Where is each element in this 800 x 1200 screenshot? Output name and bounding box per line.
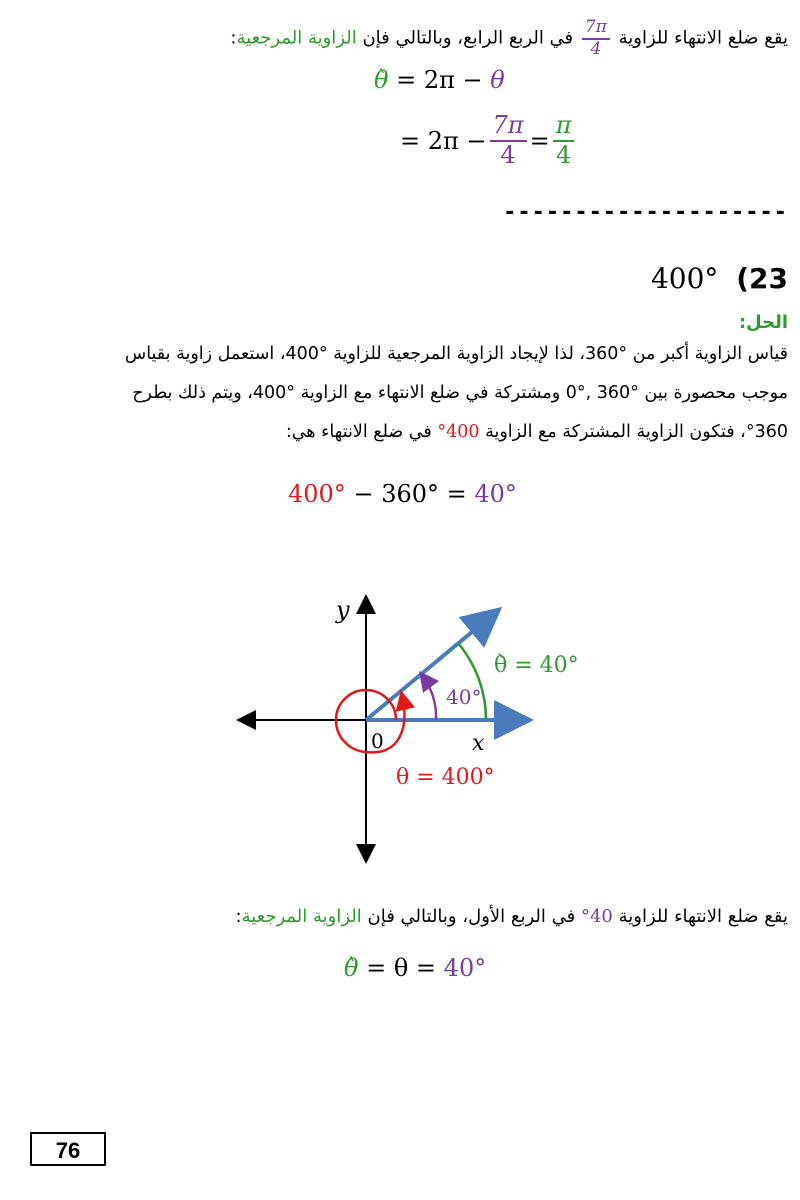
bottom-text-pre: يقع ضلع الانتهاء للزاوية <box>618 906 788 927</box>
inner-angle-label: 40° <box>446 685 482 709</box>
eq2-result-fraction <box>553 112 575 169</box>
top-text-mid: في الربع الرابع، وبالتالي فإن <box>362 27 574 49</box>
eq1-lhs: θ̀ <box>374 66 389 94</box>
reference-angle-label: θ̀ = 40° <box>494 653 579 678</box>
eq1-rhs-a: = 2π − <box>396 66 483 94</box>
equation-1 <box>374 66 505 94</box>
solution-paragraph-3 <box>286 422 788 442</box>
solution-label: الحل: <box>738 312 788 333</box>
solution-paragraph-2: موجب محصورة بين °360 ,°0 ومشتركة في ضلع الانتهاء مع الزاوية °400، ويتم ذلك بطرح <box>132 383 788 403</box>
angle-diagram <box>0 580 800 880</box>
top-text-pre: يقع ضلع الانتهاء للزاوية <box>618 27 788 49</box>
top-fraction-num: 7π <box>582 18 610 40</box>
solution-p3-post: في ضلع الانتهاء هي: <box>285 422 432 442</box>
calc-a: 400° <box>288 480 346 508</box>
solution-p3-angle: 400° <box>437 422 480 442</box>
page-number: 76 <box>30 1132 106 1166</box>
bottom-text-line <box>235 906 788 927</box>
top-colon: : <box>230 27 237 49</box>
bottom-angle: 40° <box>580 906 613 927</box>
problem-heading <box>651 262 788 295</box>
eq2-result-den: 4 <box>555 140 572 169</box>
eq2-a: = 2π − <box>400 126 487 155</box>
top-fraction-den: 4 <box>590 38 602 59</box>
eq2-equals: = <box>529 126 550 155</box>
calculation <box>288 480 517 508</box>
problem-angle: 400° <box>650 262 719 295</box>
bottom-eq-rhs: 40° <box>443 954 487 982</box>
top-fraction <box>582 18 610 59</box>
origin-label: 0 <box>371 729 384 753</box>
y-axis-label: y <box>336 596 350 624</box>
bottom-equation <box>344 954 486 982</box>
top-ref-angle-label: الزاوية المرجعية <box>236 27 357 49</box>
eq2-fraction-num: 7π <box>490 112 527 142</box>
bottom-eq-mid: = θ = <box>366 954 437 982</box>
problem-number: (23 <box>736 262 788 295</box>
bottom-text-mid: في الربع الأول، وبالتالي فإن <box>367 906 576 927</box>
inner-angle-arc <box>422 675 436 720</box>
eq2-result-num: π <box>553 112 575 142</box>
bottom-eq-lhs: θ̀ <box>344 954 359 982</box>
calc-b: 40° <box>474 480 517 508</box>
eq2-fraction <box>490 112 527 169</box>
top-text-line <box>230 18 788 59</box>
eq2-fraction-den: 4 <box>500 140 516 169</box>
solution-p3-pre: °360، فتكون الزاوية المشتركة مع الزاوية <box>485 422 788 442</box>
bottom-ref-angle-label: الزاوية المرجعية <box>241 906 362 927</box>
equation-2 <box>400 112 577 169</box>
bottom-colon: : <box>235 906 242 927</box>
calc-minus: − 360° = <box>353 480 467 508</box>
x-axis-label: x <box>472 731 485 756</box>
eq1-rhs-b: θ <box>490 66 505 94</box>
section-separator: -------------------- <box>503 200 788 225</box>
solution-paragraph-1: قياس الزاوية أكبر من °360، لذا لإيجاد الزاوية المرجعية للزاوية °400، استعمل زاوية بقياس <box>124 344 788 364</box>
theta-label: θ = 400° <box>396 765 495 790</box>
